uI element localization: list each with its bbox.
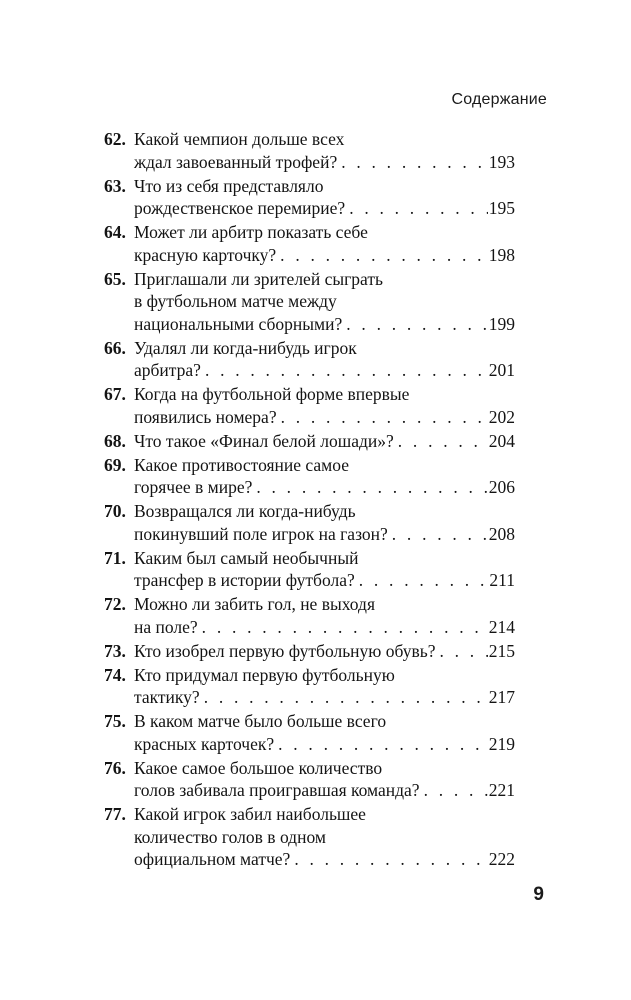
entry-page-number: 193: [488, 151, 515, 172]
toc-entry: [104, 500, 515, 545]
entry-number: 74.: [104, 664, 126, 685]
entry-title-line: Какое противостояние самое: [134, 454, 349, 475]
entry-number: 73.: [104, 640, 126, 661]
toc-entry: [104, 337, 515, 382]
toc-entry: [104, 757, 515, 802]
entry-number: 68.: [104, 430, 126, 451]
entry-title-line: Каким был самый необычный: [134, 547, 359, 568]
entry-title-line: официальном матче?: [134, 849, 291, 869]
entry-title-line: ждал завоеванный трофей?: [134, 151, 338, 172]
entry-title-line: рождественское перемирие?: [134, 198, 346, 218]
entry-page-number: 211: [489, 570, 515, 590]
dot-leader: [394, 430, 488, 453]
toc-entry: [104, 221, 515, 266]
entry-number: 69.: [104, 454, 126, 475]
entry-page-number: 219: [488, 733, 515, 754]
dot-leader: [388, 523, 488, 546]
entry-title-line: арбитра?: [134, 360, 201, 380]
dot-leader: [274, 733, 488, 756]
entry-last-line: [134, 569, 515, 592]
toc-entry: [104, 547, 515, 592]
entry-title-line: Какое самое большое количество: [134, 757, 383, 778]
entry-last-line: [134, 848, 515, 871]
entry-page-number: 199: [488, 313, 515, 334]
dot-leader: [198, 616, 488, 639]
entry-page-number: 198: [488, 244, 515, 265]
dot-leader: [420, 779, 488, 802]
dot-leader: [337, 151, 488, 174]
entry-title-line: Когда на футбольной форме впервые: [134, 384, 410, 404]
entry-page-number: 201: [488, 360, 515, 380]
entry-title-line: Можно ли забить гол, не выходя: [134, 594, 376, 614]
entry-title-line: красных карточек?: [134, 733, 275, 754]
toc-entry: [104, 128, 515, 173]
entry-last-line: [134, 523, 515, 546]
entry-number: 75.: [104, 711, 126, 731]
entry-title-line: красную карточку?: [134, 244, 277, 265]
entry-title-line: горячее в мире?: [134, 477, 253, 497]
entry-last-line: [134, 476, 515, 499]
entry-number: 66.: [104, 337, 126, 358]
toc-entry: [104, 175, 515, 220]
entry-title-line: национальными сборными?: [134, 313, 343, 334]
entry-number: 67.: [104, 384, 126, 404]
entry-last-line: [134, 244, 515, 267]
entry-title-line: Какой чемпион дольше всех: [134, 129, 345, 149]
entry-page-number: 208: [488, 523, 515, 544]
toc-entry: [104, 640, 515, 663]
entry-number: 62.: [104, 129, 126, 149]
entry-last-line: [134, 616, 515, 639]
dot-leader: [436, 640, 488, 663]
entry-title-line: покинувший поле игрок на газон?: [134, 523, 388, 544]
entry-title-line: Кто изобрел первую футбольную обувь?: [134, 640, 436, 661]
toc-entry: [104, 430, 515, 453]
entry-title-line: Может ли арбитр показать себе: [134, 222, 368, 242]
entry-page-number: 206: [488, 477, 515, 497]
entry-last-line: [134, 197, 515, 220]
entry-title-line: в футбольном матче между: [134, 291, 337, 311]
toc-entry: [104, 454, 515, 499]
entry-number: 63.: [104, 175, 126, 196]
entry-number: 72.: [104, 594, 126, 614]
entry-title-line: Какой игрок забил наибольшее: [134, 804, 366, 824]
toc-entry: [104, 664, 515, 709]
entry-title-line: появились номера?: [134, 406, 277, 427]
entry-title-line: Возвращался ли когда-нибудь: [134, 501, 356, 521]
toc-entry: [104, 268, 515, 336]
entry-page-number: 202: [488, 406, 515, 427]
dot-leader: [200, 686, 488, 709]
entry-title-line: количество голов в одном: [134, 826, 326, 847]
entry-number: 77.: [104, 804, 126, 824]
entry-page-number: 221: [488, 780, 515, 800]
entry-page-number: 214: [488, 616, 515, 637]
toc-entry: [104, 383, 515, 428]
entry-last-line: [134, 640, 515, 663]
entry-last-line: [134, 779, 515, 802]
dot-leader: [345, 197, 488, 220]
entry-last-line: [134, 359, 515, 382]
entry-number: 64.: [104, 222, 126, 242]
entry-title-line: трансфер в истории футбола?: [134, 570, 355, 590]
dot-leader: [276, 244, 488, 267]
toc-entry: [104, 593, 515, 638]
entry-number: 76.: [104, 757, 126, 778]
toc-entry: [104, 803, 515, 871]
entry-page-number: 217: [488, 687, 515, 707]
entry-title-line: В каком матче было больше всего: [134, 711, 387, 731]
entry-title-line: Кто придумал первую футбольную: [134, 664, 395, 685]
entry-last-line: [134, 406, 515, 429]
dot-leader: [277, 406, 488, 429]
running-head: Содержание: [451, 91, 547, 108]
entry-number: 71.: [104, 547, 126, 568]
entry-last-line: [134, 733, 515, 756]
entry-title-line: Что такое «Финал белой лошади»?: [134, 430, 394, 451]
entry-number: 65.: [104, 268, 126, 289]
page-number: 9: [533, 884, 544, 905]
entry-page-number: 204: [488, 430, 515, 451]
dot-leader: [290, 848, 487, 871]
dot-leader: [342, 313, 487, 336]
entry-page-number: 222: [488, 849, 515, 869]
entry-last-line: [134, 686, 515, 709]
dot-leader: [252, 476, 487, 499]
entry-last-line: [134, 430, 515, 453]
table-of-contents: [104, 128, 515, 872]
entry-title-line: Приглашали ли зрителей сыграть: [134, 268, 383, 289]
entry-page-number: 195: [488, 198, 515, 218]
toc-entry: [104, 710, 515, 755]
entry-title-line: на поле?: [134, 616, 198, 637]
entry-title-line: Что из себя представляло: [134, 175, 324, 196]
entry-title-line: голов забивала проигравшая команда?: [134, 780, 420, 800]
entry-page-number: 215: [488, 640, 515, 661]
entry-last-line: [134, 151, 515, 174]
entry-title-line: тактику?: [134, 687, 200, 707]
dot-leader: [355, 569, 489, 592]
dot-leader: [201, 359, 488, 382]
entry-title-line: Удалял ли когда-нибудь игрок: [134, 337, 357, 358]
entry-last-line: [134, 313, 515, 336]
entry-number: 70.: [104, 501, 126, 521]
